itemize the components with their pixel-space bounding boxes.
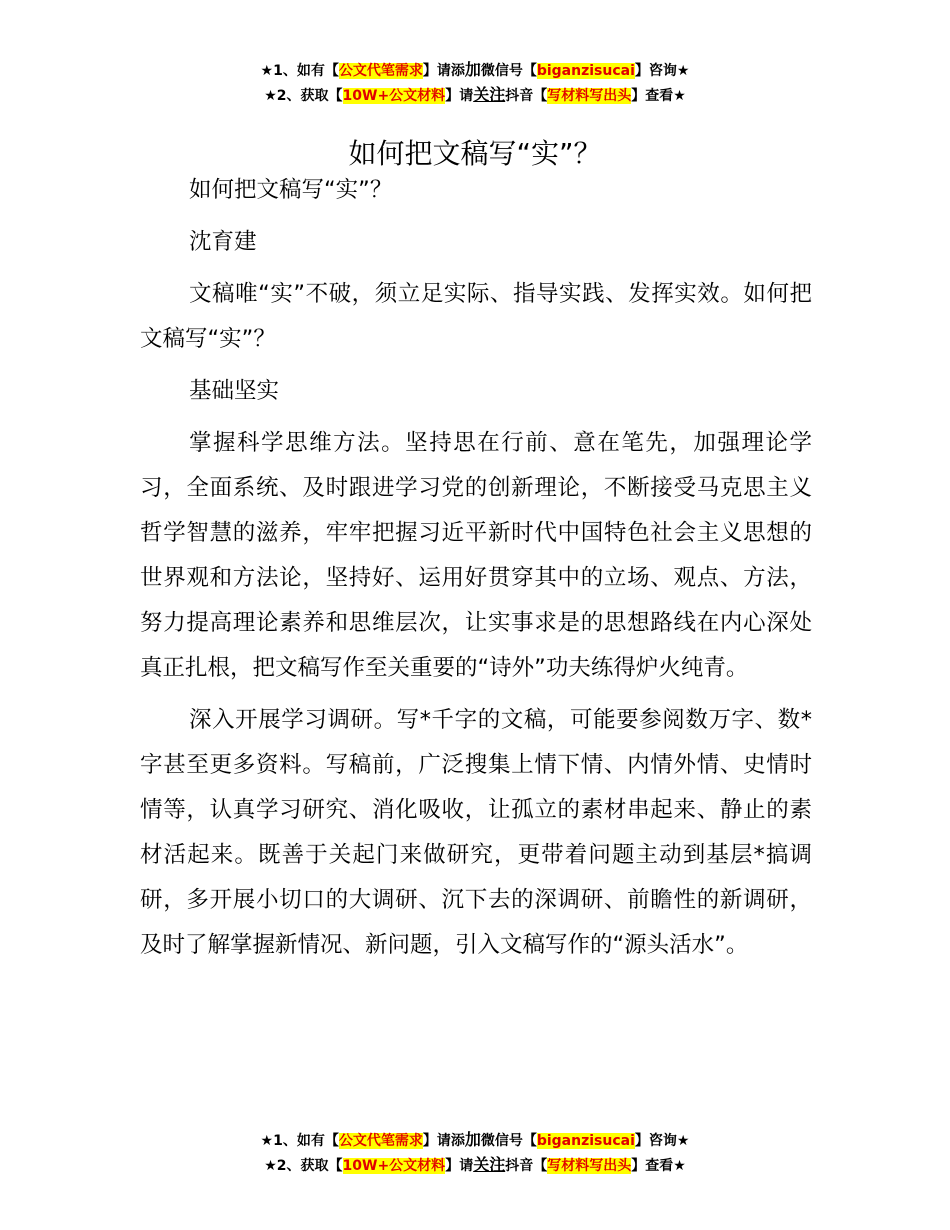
highlight-douyin: 写材料写出头 bbox=[547, 1158, 632, 1174]
document-title: 如何把文稿写“实”？ bbox=[348, 136, 602, 170]
highlight-wechat-id: biganzisucai bbox=[536, 63, 635, 79]
banner-line-1: ★1、如有【公文代笔需求】请添加微信号【biganzisucai】咨询★ bbox=[260, 1130, 690, 1149]
paragraph-author: 沈育建 bbox=[189, 229, 257, 255]
paragraph-body-1: 掌握科学思维方法。坚持思在行前、意在笔先，加强理论学习，全面系统、及时跟进学习党的创新理论，不断接受马克思主义哲学智慧的滋养，牢牢把握习近平新时代中国特色社会主义思想的世界观和方法论，坚持好、运用好贯穿其中的立场、观点、方法，努力提高理论素养和思维层次，让实事求是的思想路线在内心深处真正扎根，把文稿写作至关重要的“诗外”功夫练得炉火纯青。 bbox=[140, 430, 812, 681]
section-heading: 基础坚实 bbox=[189, 378, 280, 404]
paragraph-subtitle: 如何把文稿写“实”？ bbox=[189, 177, 393, 203]
highlight-materials: 10W+公文材料 bbox=[342, 1158, 446, 1174]
paragraph-intro: 文稿唯“实”不破，须立足实际、指导实践、发挥实效。如何把文稿写“实”？ bbox=[140, 281, 812, 352]
highlight-ghostwriting: 公文代笔需求 bbox=[338, 63, 423, 79]
highlight-douyin: 写材料写出头 bbox=[547, 88, 632, 104]
header-banner bbox=[0, 58, 950, 108]
paragraph-body-2: 深入开展学习调研。写*千字的文稿，可能要参阅数万字、数*字甚至更多资料。写稿前，广泛搜集上情下情、内情外情、史情时情等，认真学习研究、消化吸收，让孤立的素材串起来、静止的素材活起来。既善于关起门来做研究，更带着问题主动到基层*搞调研，多开展小切口的大调研、沉下去的深调研、前瞻性的新调研，及时了解掌握新情况、新问题，引入文稿写作的“源头活水”。 bbox=[140, 707, 812, 958]
document-body bbox=[140, 168, 812, 975]
banner-line-1: ★1、如有【公文代笔需求】请添加微信号【biganzisucai】咨询★ bbox=[260, 60, 690, 79]
banner-line-2: ★2、获取【10W+公文材料】请关注抖音【写材料写出头】查看★ bbox=[264, 1155, 686, 1174]
footer-banner bbox=[0, 1128, 950, 1178]
highlight-wechat-id: biganzisucai bbox=[536, 1133, 635, 1149]
highlight-materials: 10W+公文材料 bbox=[342, 88, 446, 104]
banner-line-2: ★2、获取【10W+公文材料】请关注抖音【写材料写出头】查看★ bbox=[264, 85, 686, 104]
highlight-ghostwriting: 公文代笔需求 bbox=[338, 1133, 423, 1149]
